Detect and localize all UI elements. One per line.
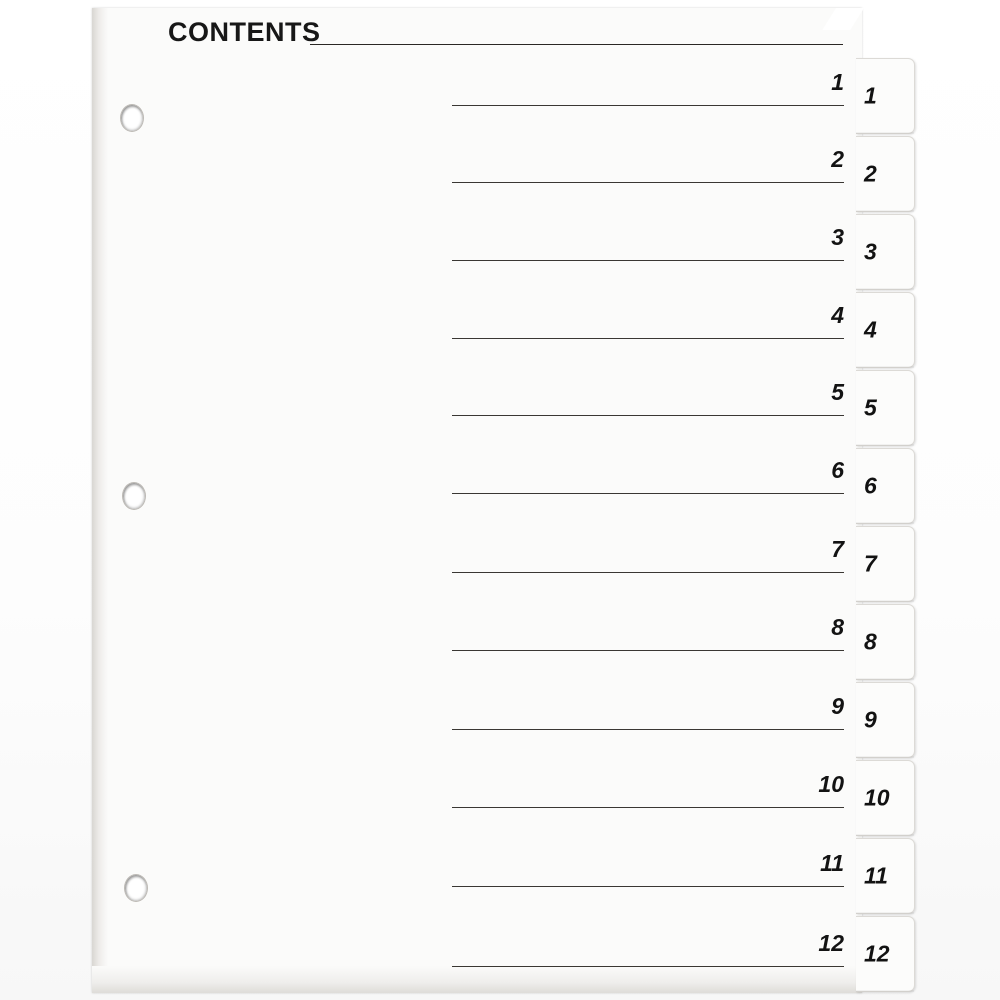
tab-label: 6: [864, 472, 877, 499]
tab-label: 1: [864, 82, 877, 109]
tab-strip: [856, 10, 916, 990]
index-row-number: 7: [831, 536, 844, 562]
index-row-write-on-line[interactable]: [452, 415, 844, 416]
tab-label: 3: [864, 238, 877, 265]
tab-label: 5: [864, 394, 877, 421]
index-row-number: 5: [831, 379, 844, 405]
tab-10[interactable]: [856, 760, 915, 836]
index-row-write-on-line[interactable]: [452, 493, 844, 494]
index-sheet: [92, 8, 862, 993]
tab-3[interactable]: [856, 214, 915, 290]
tab-label: 8: [864, 628, 877, 655]
tab-9[interactable]: [856, 682, 915, 758]
index-row-write-on-line[interactable]: [452, 807, 844, 808]
tab-2[interactable]: [856, 136, 915, 212]
index-row-number: 11: [820, 850, 844, 876]
punch-hole-bottom: [124, 874, 148, 902]
index-row-number: 10: [818, 771, 844, 797]
tab-label: 9: [864, 706, 877, 733]
index-row-write-on-line[interactable]: [452, 650, 844, 651]
tab-label: 4: [864, 316, 877, 343]
index-row-write-on-line[interactable]: [452, 966, 844, 967]
tab-label: 12: [864, 940, 890, 967]
tab-label: 2: [864, 160, 877, 187]
index-row-number: 2: [831, 146, 844, 172]
index-row-write-on-line[interactable]: [452, 886, 844, 887]
index-row-write-on-line[interactable]: [452, 182, 844, 183]
index-row-number: 3: [831, 224, 844, 250]
index-row-number: 9: [831, 693, 844, 719]
tab-4[interactable]: [856, 292, 915, 368]
index-row-write-on-line[interactable]: [452, 338, 844, 339]
page-title: CONTENTS: [168, 17, 321, 47]
tab-7[interactable]: [856, 526, 915, 602]
index-row-write-on-line[interactable]: [452, 105, 844, 106]
index-row-number: 12: [818, 930, 844, 956]
tab-5[interactable]: [856, 370, 915, 446]
tab-6[interactable]: [856, 448, 915, 524]
tab-1[interactable]: [856, 58, 915, 134]
sheet-bottom-edge: [92, 966, 862, 993]
index-row-number: 1: [831, 69, 844, 95]
tab-label: 10: [864, 784, 890, 811]
punch-hole-top: [120, 104, 144, 132]
title-underline-rule: [310, 44, 843, 45]
index-row-number: 4: [831, 302, 844, 328]
tab-label: 7: [864, 550, 877, 577]
index-row-write-on-line[interactable]: [452, 260, 844, 261]
index-row-number: 6: [831, 457, 844, 483]
index-row-number: 8: [831, 614, 844, 640]
sheet-binding-edge: [92, 8, 108, 993]
punch-hole-middle: [122, 482, 146, 510]
tab-12[interactable]: [856, 916, 915, 992]
tab-11[interactable]: [856, 838, 915, 914]
tab-8[interactable]: [856, 604, 915, 680]
tab-label: 11: [864, 862, 888, 889]
index-row-write-on-line[interactable]: [452, 572, 844, 573]
index-row-write-on-line[interactable]: [452, 729, 844, 730]
